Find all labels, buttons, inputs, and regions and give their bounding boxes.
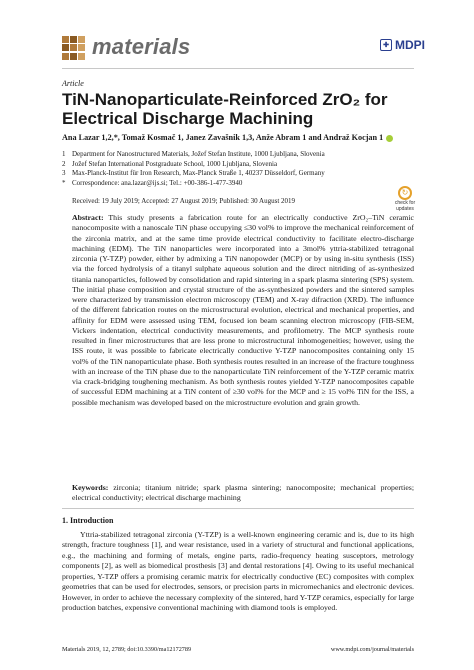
mdpi-icon: ✚	[380, 39, 392, 51]
affiliation-item: 2 Jožef Stefan International Postgraduate School, 1000 Ljubljana, Slovenia	[62, 159, 278, 168]
abstract	[72, 213, 414, 408]
check-updates-badge[interactable]: ↻ check for updates	[393, 186, 417, 212]
author-list	[62, 132, 422, 143]
keywords	[72, 483, 414, 504]
journal-logo-icon	[62, 36, 88, 60]
section-heading: 1. Introduction	[62, 516, 114, 525]
abstract-label: Abstract:	[72, 213, 104, 222]
check-updates-icon: ↻	[398, 186, 412, 200]
article-type: Article	[62, 79, 84, 88]
journal-name: materials	[92, 34, 191, 59]
keywords-label: Keywords:	[72, 483, 109, 492]
abstract-text: This study presents a fabrication route for an electrically conductive ZrO₂–TiN ceramic nanocomposite with a nanoscale TiN phase occupying ≤30 vol% to improve the mechanical reinforcement of the zirconia matrix, and at the same time provide electrical conductivity to facilitate electro-discharge machining (EDM). The TiN nanoparticles were incorporated into a 3mol% yttria-stabilized tetragonal zirconia (Y-TZP) powder, either by admixing a TiN nanopowder (MCP) or by using in-situ synthesis (ISS) via the forced hydrolysis of a titanyl sulphate aqueous solution and the direct nitriding of as-synthesized titania nanoparticles, followed by consolidation and rapid sintering in a spark plasma sintering (SPS) system. The initial phase composition and crystal structure of the as-synthesized powders and the sintered samples were characterized by transmission electron microscopy (TEM) and X-ray difraction (XRD). The influence of the different fabrication routes on the microstructural evolution, electrical and mechanical properties, and affinity for EDM were assessed using TEM, focused ion beam scanning electron microscopy (FIB-SEM, Vickers indentation, electrical conductivity measurements, and profilometry. The MCP synthesis route resulted in finer microstructures that are less prone to microstructural inhomogeneities; however, using the ISS route, it was possible to fabricate electrically conductive Y-TZP nanocomposites containing only 15 vol% of the TiN nanoparticulate phase. Both synthesis routes resulted in an increase of the fracture toughness with an increase of the TiN phase due to the nanoparticulate TiN reinforcement of the Y-TZP ceramic matrix via crack-bridging toughening mechanism. As both synthesis routes yielded Y-TZP nanocomposites capable of successful EDM machining at a TiN content of ≥30 vol% for the MCP and ≥ 15 vol% TiN for the ISS, a possible mechanism was developed based on the microstructure evolution and grain growth.	[72, 213, 414, 407]
keywords-text: zirconia; titanium nitride; spark plasma sintering; nanocomposite; mechanical properties; electrical conductivity; electrical discharge machining	[72, 483, 415, 503]
affiliation-item: 1 Department for Nanostructured Materials, Jožef Stefan Institute, 1000 Ljubljana, Slovenia	[62, 150, 325, 158]
authors-text: Ana Lazar 1,2,*, Tomaž Kosmač 1, Janez Zavašnik 1,3, Anže Abram 1 and Andraž Kocjan 1	[62, 133, 384, 142]
section-divider	[62, 508, 414, 509]
orcid-icon[interactable]	[386, 135, 393, 142]
publication-dates: Received: 19 July 2019; Accepted: 27 August 2019; Published: 30 August 2019	[72, 197, 296, 205]
correspondence: * Correspondence: ana.lazar@ijs.si; Tel.: +00-386-1-477-3940	[62, 178, 243, 187]
affiliation-item: 3 Max-Planck-Institut für Iron Research, Max-Planck Straße 1, 40237 Düsseldorf, Germany	[62, 169, 325, 177]
publisher-name: MDPI	[395, 38, 425, 52]
publisher-logo	[380, 38, 425, 52]
journal-url[interactable]: www.mdpi.com/journal/materials	[330, 646, 414, 653]
introduction-paragraph: Yttria-stabilized tetragonal zirconia (Y-TZP) is a well-known engineering ceramic and is, due to its high strength, fracture toughness [1], and wear resistance, used in a variety of structural and functional applications, e.g., the machining and forming of metals, engine parts, radio-frequency heating susceptors, metrology components [2], as well as biomedical prosthesis [3] and dental restorations [4]. Owing to its useful mechanical properties, Y-TZP offers a promising ceramic matrix for electrically conductive (EC) composites with complex geometries that can be used for electrodes, sensors, or precision parts in micromechanics and electronic devices. However, in order to achieve the necessary complexity of the sintered, hard Y-TZP ceramics, especially for large production batches, expensive conventional machining with diamond tools is employed.	[62, 530, 414, 613]
paper-title: TiN-Nanoparticulate-Reinforced ZrO₂ for Electrical Discharge Machining	[62, 90, 388, 128]
affiliations	[62, 150, 362, 188]
header-divider	[62, 68, 414, 69]
citation-footer: Materials 2019, 12, 2789; doi:10.3390/ma12172789	[62, 646, 192, 653]
